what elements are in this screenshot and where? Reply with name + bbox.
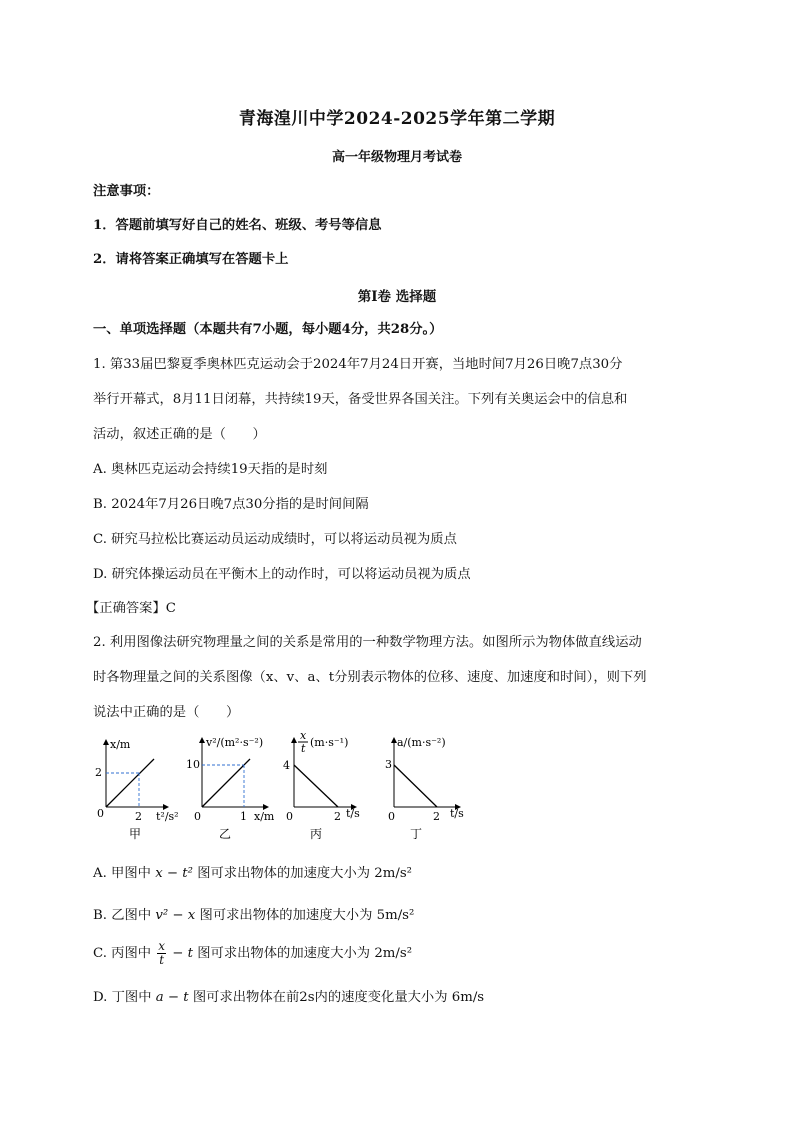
graph-yi-line [202, 759, 250, 807]
q2-option-c-frac-den: t [159, 953, 165, 967]
q2-option-d-suffix: 图可求出物体在前2s内的速度变化量大小为 [192, 990, 448, 1005]
graph-ding-origin: 0 [388, 810, 395, 823]
q2-option-c-value: 2m/s² [374, 946, 413, 961]
exam-title: 青海湟川中学2024-2025学年第二学期 [238, 109, 556, 129]
q2-option-d-value: 6m/s [451, 990, 485, 1005]
graph-bing-ylabel-num: x [300, 729, 307, 742]
q2-option-b-expr: v² − x [155, 908, 196, 923]
part-heading: 一、单项选择题（本题共有7小题，每小题4分，共28分。） [93, 322, 443, 337]
q1-stem-line-2: 举行开幕式，8月11日闭幕，共持续19天，备受世界各国关注。下列有关奥运会中的信息和 [93, 392, 628, 407]
q2-option-c-suffix: 图可求出物体的加速度大小为 [197, 946, 371, 961]
q2-stem-line-2: 时各物理量之间的关系图像（x、v、a、t分别表示物体的位移、速度、加速度和时间），则下列 [93, 670, 647, 685]
q1-stem-line-3: 活动，叙述正确的是（ ） [93, 427, 266, 442]
graph-jia-ytick: 2 [95, 766, 102, 779]
q2-option-b [93, 904, 414, 923]
graph-ding-line [394, 765, 437, 807]
q1-option-c: C. 研究马拉松比赛运动员运动成绩时，可以将运动员视为质点 [93, 532, 457, 547]
graph-bing-xtick: 2 [334, 810, 341, 823]
graph-jia-ylabel: x/m [110, 738, 131, 751]
notice-item-2: 2．请将答案正确填写在答题卡上 [93, 252, 289, 267]
q1-option-d: D. 研究体操运动员在平衡木上的动作时，可以将运动员视为质点 [93, 567, 471, 582]
graph-jia-xlabel: t²/s² [156, 810, 179, 823]
graph-jia-origin: 0 [97, 807, 104, 820]
graph-jia-caption: 甲 [129, 827, 142, 841]
q2-option-d [93, 986, 484, 1005]
exam-subtitle: 高一年级物理月考试卷 [331, 150, 462, 165]
q2-option-c-frac-num: x [158, 939, 166, 953]
section-title: 第I卷 选择题 [357, 289, 437, 305]
graph-yi [186, 736, 275, 841]
q2-option-d-prefix: D. 丁图中 [93, 990, 152, 1005]
q1-answer: 【正确答案】C [86, 601, 176, 616]
q2-option-a [93, 862, 412, 881]
graph-ding [385, 736, 464, 841]
q1-option-b: B. 2024年7月26日晚7点30分指的是时间间隔 [93, 497, 369, 512]
graph-bing-ylabel-den: t [301, 742, 306, 755]
q2-option-a-value: 2m/s² [374, 866, 412, 881]
q2-option-d-expr: a − t [155, 990, 189, 1005]
q2-stem-line-1: 2. 利用图像法研究物理量之间的关系是常用的一种数学物理方法。如图所示为物体做直线运动 [93, 635, 642, 650]
q2-option-c-prefix: C. 丙图中 [93, 946, 152, 961]
graph-bing-origin: 0 [286, 810, 293, 823]
graph-ding-xlabel: t/s [450, 807, 464, 820]
notice-heading: 注意事项： [93, 184, 160, 199]
graph-bing [283, 729, 360, 841]
graph-bing-ylabel-unit: (m·s⁻¹) [310, 736, 349, 749]
graph-yi-ytick: 10 [186, 758, 200, 771]
graph-bing-ytick: 4 [283, 759, 290, 772]
graph-ding-ytick: 3 [385, 758, 392, 771]
q2-graphs-svg [88, 728, 478, 850]
q2-option-b-value: 5m/s² [376, 908, 415, 923]
graph-ding-ylabel: a/(m·s⁻²) [397, 736, 446, 749]
graph-jia-xtick: 2 [135, 810, 142, 823]
graph-jia-line [106, 759, 154, 807]
graph-yi-xtick: 1 [240, 810, 247, 823]
q2-option-a-suffix: 图可求出物体的加速度大小为 [197, 866, 371, 881]
graph-bing-line [294, 765, 338, 807]
q2-option-b-suffix: 图可求出物体的加速度大小为 [199, 908, 373, 923]
graph-bing-xlabel: t/s [346, 807, 360, 820]
graph-yi-origin: 0 [194, 810, 201, 823]
graph-bing-caption: 丙 [310, 827, 323, 841]
graph-yi-ylabel: v²/(m²·s⁻²) [206, 736, 264, 749]
q2-option-a-prefix: A. 甲图中 [93, 866, 151, 881]
graph-ding-xtick: 2 [433, 810, 440, 823]
q2-option-c-fraction [157, 940, 166, 967]
graph-yi-caption: 乙 [219, 827, 232, 841]
notice-item-1: 1．答题前填写好自己的姓名、班级、考号等信息 [93, 218, 382, 233]
graph-yi-xlabel: x/m [254, 810, 275, 823]
graph-ding-caption: 丁 [410, 827, 423, 841]
q2-option-b-prefix: B. 乙图中 [93, 908, 152, 923]
graph-jia [95, 738, 179, 841]
q1-option-a: A. 奥林匹克运动会持续19天指的是时刻 [93, 462, 328, 477]
q1-stem-line-1: 1. 第33届巴黎夏季奥林匹克运动会于2024年7月24日开赛，当地时间7月26日晚7点30分 [93, 357, 623, 372]
q2-stem-line-3: 说法中正确的是（ ） [93, 705, 240, 720]
q2-option-c-expr: − t [172, 946, 194, 961]
q2-figure [88, 728, 478, 850]
q2-option-a-expr: x − t² [155, 866, 193, 881]
q2-option-c [93, 940, 412, 967]
